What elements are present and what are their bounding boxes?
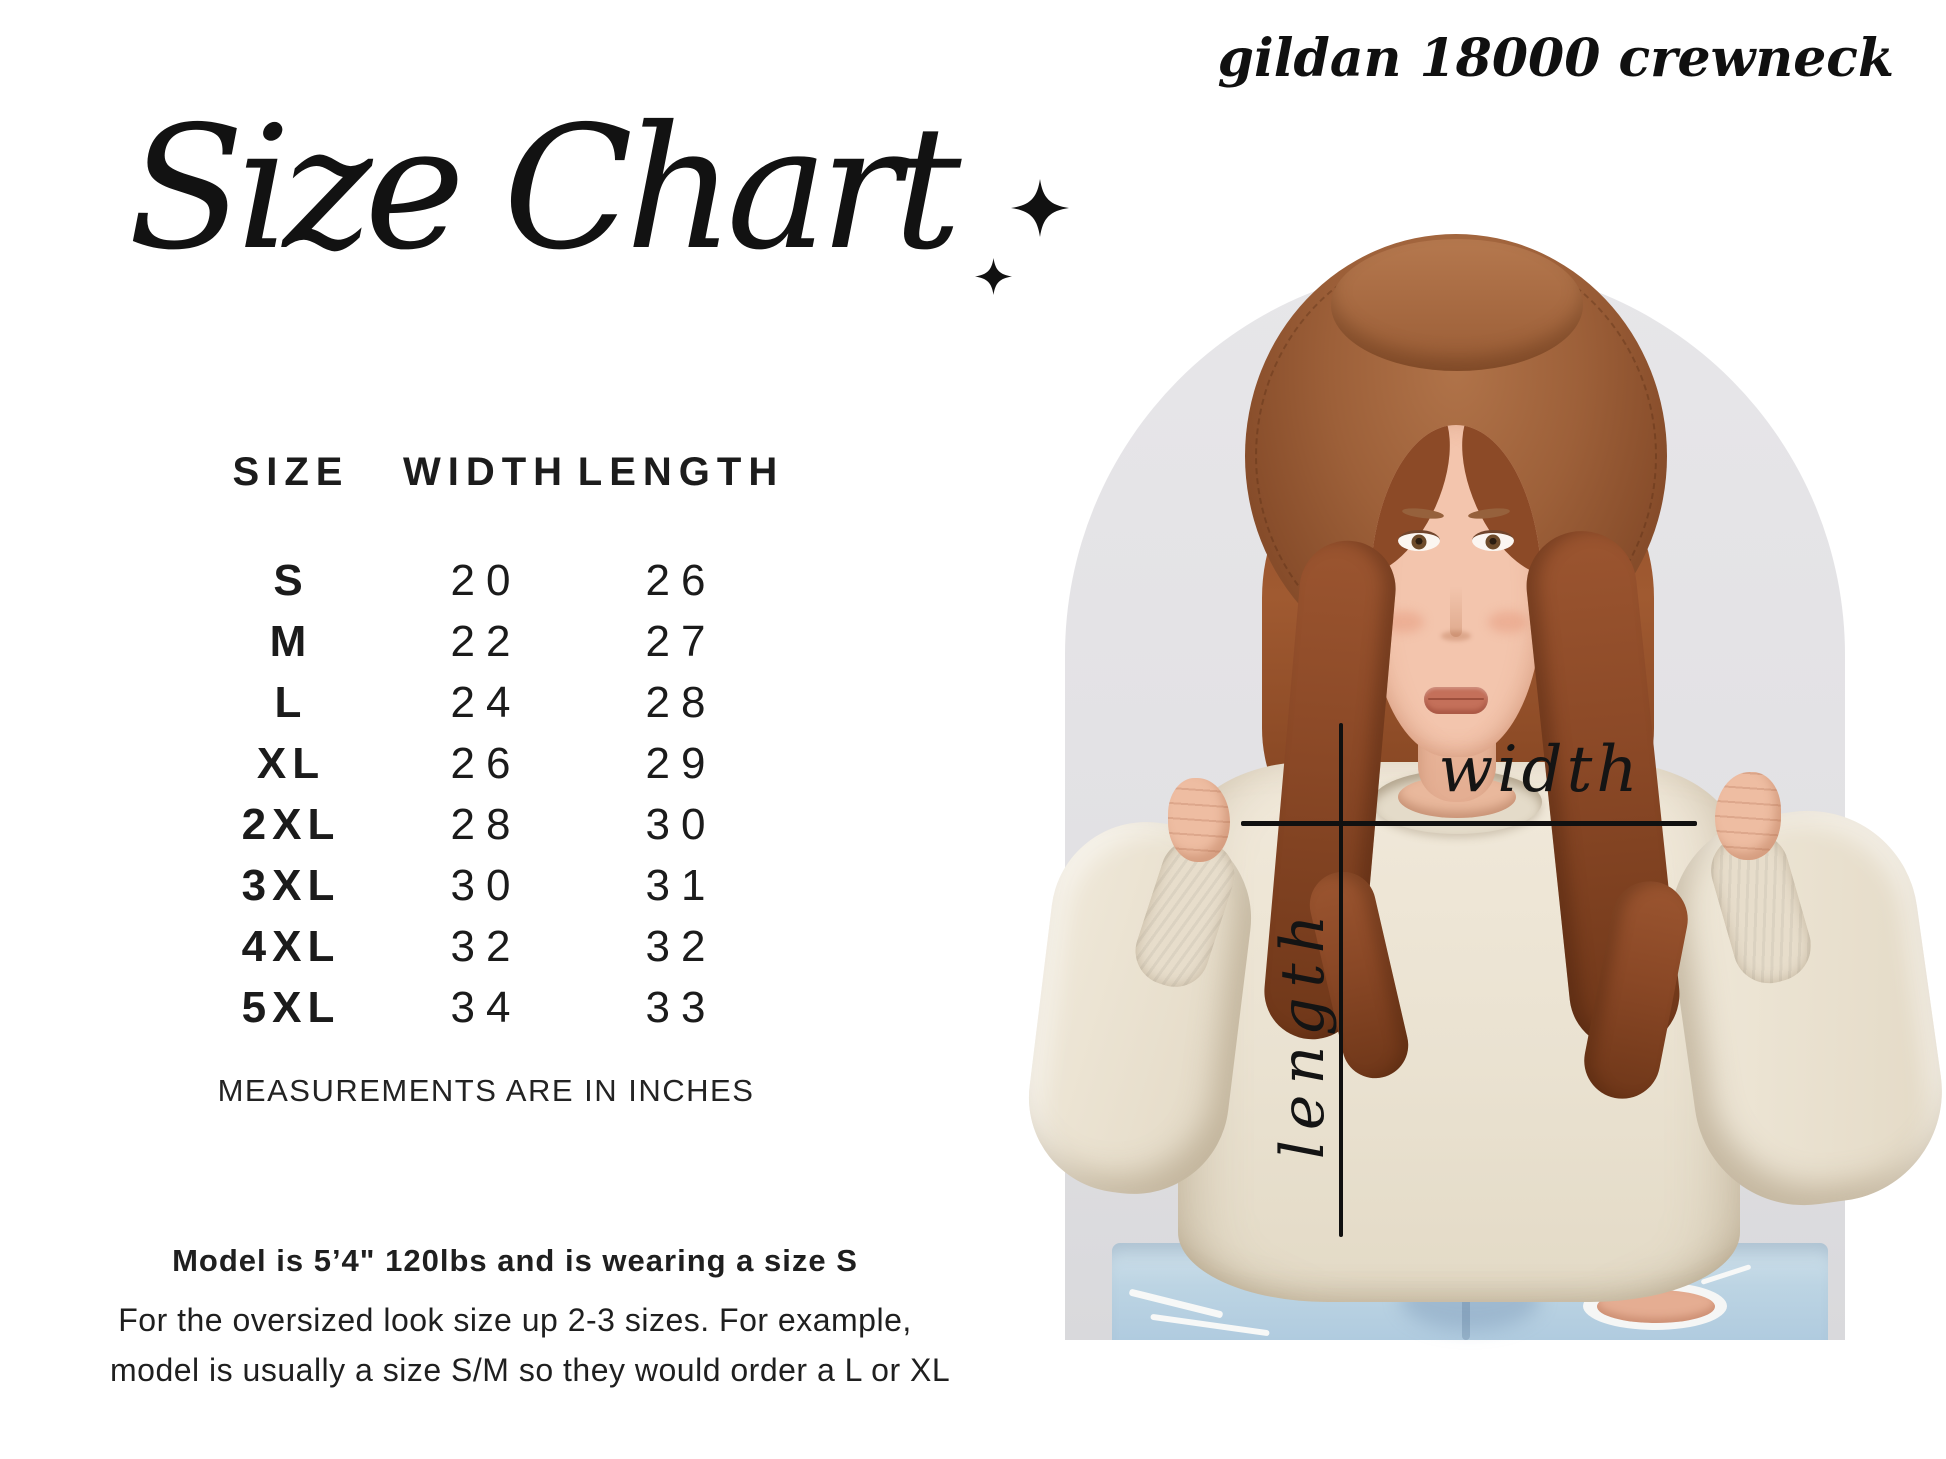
size-table-header — [186, 450, 786, 494]
length-cell: 32 — [645, 921, 717, 971]
sparkle-icon — [1011, 179, 1069, 237]
table-row — [186, 611, 786, 672]
model-hand-left — [1168, 778, 1230, 862]
table-row — [186, 977, 786, 1038]
width-cell: 20 — [450, 555, 522, 605]
model-face — [1370, 425, 1542, 757]
table-row — [186, 916, 786, 977]
iris — [1412, 535, 1427, 550]
fit-notes — [110, 1243, 951, 1395]
table-spacer — [186, 494, 786, 550]
width-cell: 34 — [450, 982, 522, 1032]
length-cell: 29 — [645, 738, 717, 788]
length-cell: 31 — [645, 860, 717, 910]
page-title: Size Chart — [128, 90, 954, 288]
lips — [1424, 687, 1488, 714]
width-label: width — [1438, 733, 1642, 807]
size-cell: 3XL — [241, 860, 341, 910]
model-info-line: Model is 5’4" 120lbs and is wearing a size S — [172, 1243, 858, 1278]
eye-right — [1472, 530, 1514, 551]
size-cell: XL — [256, 738, 326, 788]
nose-shadow — [1441, 631, 1471, 641]
length-cell: 28 — [645, 677, 717, 727]
table-row — [186, 733, 786, 794]
width-cell: 30 — [450, 860, 522, 910]
table-row — [186, 855, 786, 916]
eye-left — [1398, 530, 1440, 551]
length-cell: 33 — [645, 982, 717, 1032]
length-cell: 30 — [645, 799, 717, 849]
model-hat-crown — [1331, 239, 1583, 371]
cheek-blush-right — [1488, 611, 1528, 633]
size-cell: 2XL — [241, 799, 341, 849]
table-row — [186, 550, 786, 611]
size-cell: M — [269, 616, 313, 666]
model-hand-right — [1715, 772, 1781, 860]
header-width: WIDTH — [402, 450, 570, 494]
length-label: length — [1268, 904, 1338, 1160]
width-annotation-line — [1241, 821, 1697, 826]
size-cell: 5XL — [241, 982, 341, 1032]
nose — [1450, 545, 1462, 637]
width-cell: 24 — [450, 677, 522, 727]
lip-line — [1428, 698, 1484, 700]
size-cell: 4XL — [241, 921, 341, 971]
size-cell: S — [273, 555, 309, 605]
size-table — [186, 450, 786, 1038]
brand-title: gildan 18000 crewneck — [1217, 28, 1894, 89]
width-cell: 26 — [450, 738, 522, 788]
sizing-advice-line: model is usually a size S/M so they would order a L or XL — [110, 1352, 951, 1388]
table-row — [186, 794, 786, 855]
length-cell: 26 — [645, 555, 717, 605]
size-cell: L — [274, 677, 308, 727]
sparkle-icon — [975, 258, 1012, 295]
length-cell: 27 — [645, 616, 717, 666]
sizing-advice-line: For the oversized look size up 2-3 sizes. For example, — [118, 1302, 912, 1338]
table-row — [186, 672, 786, 733]
iris — [1486, 535, 1501, 550]
width-cell: 22 — [450, 616, 522, 666]
header-length: LENGTH — [577, 450, 785, 494]
length-annotation-line — [1339, 723, 1343, 1237]
width-cell: 28 — [450, 799, 522, 849]
measurements-note: MEASUREMENTS ARE IN INCHES — [217, 1073, 755, 1108]
width-cell: 32 — [450, 921, 522, 971]
header-size: SIZE — [232, 450, 350, 494]
